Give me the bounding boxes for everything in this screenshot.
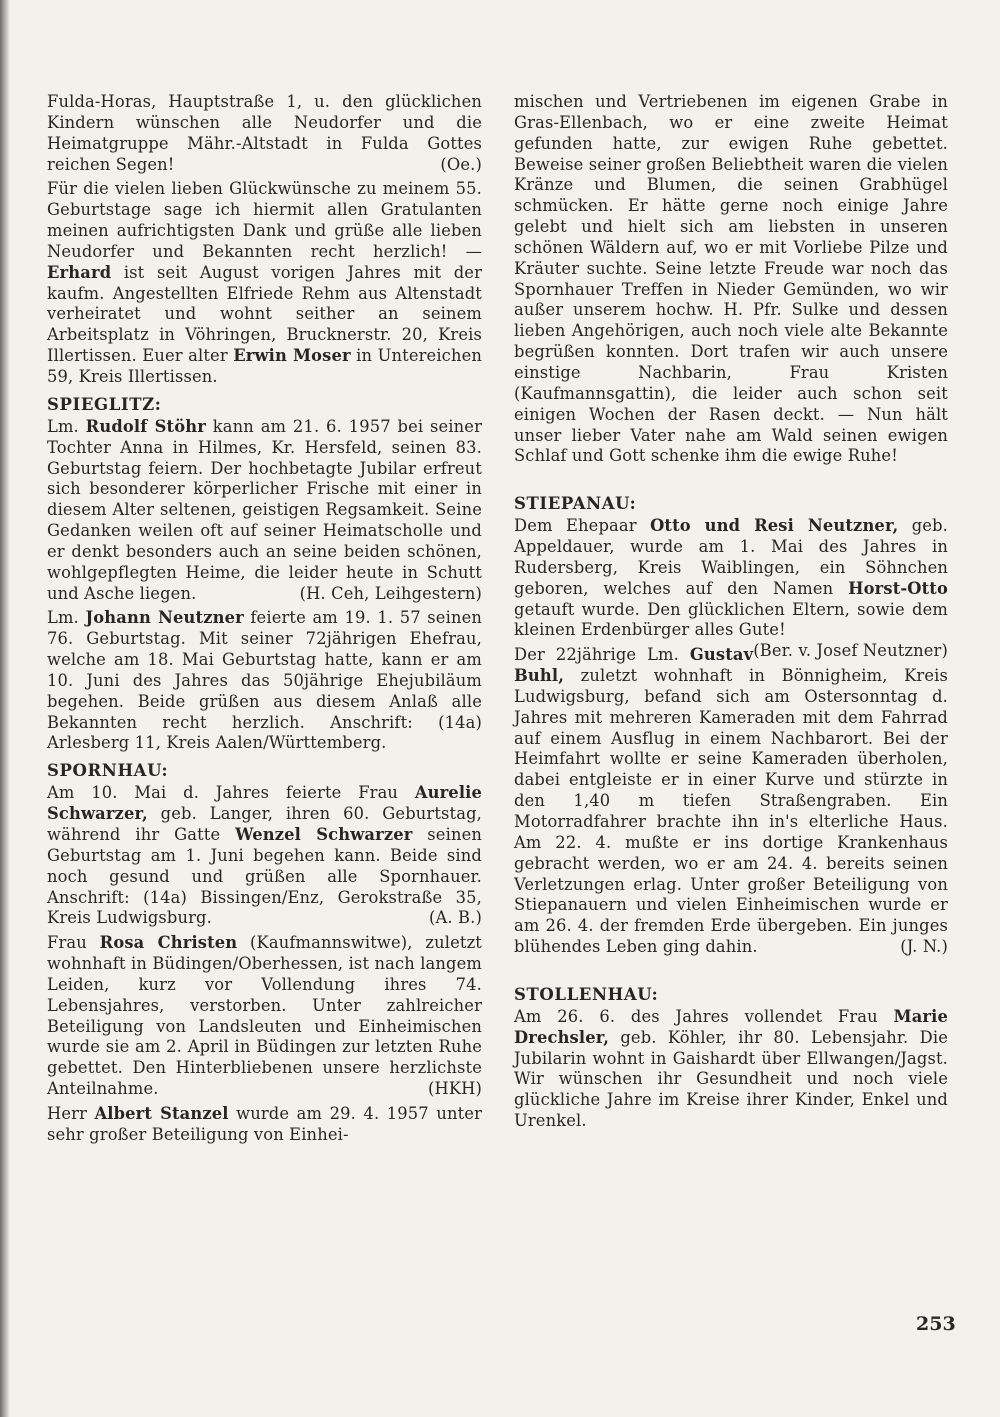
- person-name: Aurelie Schwarzer,: [47, 783, 482, 824]
- section-heading-stollenhau: STOLLENHAU:: [514, 984, 659, 1004]
- paragraph: Für die vielen lieben Glückwünsche zu meinem 55. Geburtstage sage ich hiermit allen Gratulanten meinen aufrichtigsten Dank und grüße alle lieben Neudorfer und Bekannten recht herzlich! — Erhard ist seit August vorigen Jahres mit der kaufm. Angestellten Elfriede Rehm aus Altenstadt verheiratet und wohnt seither an seinem Arbeitsplatz in Vöhringen, Brucknerstr. 20, Kreis Illertissen. Euer alter Erwin Moser in Untereichen 59, Kreis Illertissen.: [47, 179, 483, 386]
- signature: (Oe.): [440, 154, 482, 174]
- person-name: Rudolf Stöhr: [85, 416, 206, 436]
- left-column: [47, 92, 482, 1150]
- page-number: 253: [916, 1313, 956, 1335]
- section-heading-spornhau: SPORNHAU:: [47, 761, 169, 781]
- right-column: [514, 92, 948, 1136]
- person-name: Johann Neutzner: [85, 608, 244, 628]
- paragraph: Dem Ehepaar Otto und Resi Neutzner, geb. Appeldauer, wurde am 1. Mai des Jahres in Rudersberg, Kreis Waiblingen, ein Söhnchen geboren, welches auf den Namen Horst-Otto getauft wurde. Den glücklichen Eltern, sowie dem kleinen Erdenbürger alles Gute! (Ber. v. Josef Neutzner): [514, 516, 948, 661]
- person-name: Marie Drechsler,: [514, 1006, 948, 1047]
- person-name: Otto und Resi Neutzner,: [650, 516, 899, 536]
- person-name: Horst-Otto: [848, 578, 948, 598]
- signature: (HKH): [427, 1079, 482, 1099]
- paragraph: mischen und Vertriebenen im eigenen Grabe in Gras-Ellenbach, wo er eine zweite Heimat gefunden hatte, zur ewigen Ruhe gebettet. Beweise seiner großen Beliebtheit waren die vielen Kränze und Blumen, die seinen Grabhügel schmücken. Er hätte gerne noch einige Jahre gelebt und hielt sich am liebsten in unseren schönen Wäldern auf, wo er mit Vorliebe Pilze und Kräuter suchte. Seine letzte Freude war noch das Spornhauer Treffen in Nieder Gemünden, wo wir außer unserem hochw. H. Pfr. Sulke und dessen lieben Angehörigen, auch noch viele alte Bekannte begrüßen konnten. Dort trafen wir auch unsere einstige Nachbarin, Frau Kristen (Kaufmannsgattin), die leider auch schon seit einigen Wochen der Rasen deckt. — Nun hält unser lieber Vater nahe am Wald seinen ewigen Schlaf und Gott schenke ihm die ewige Ruhe!: [514, 92, 948, 466]
- paragraph: Herr Albert Stanzel wurde am 29. 4. 1957 unter sehr großer Beteiligung von Einhei-: [47, 1103, 482, 1144]
- signature: (Ber. v. Josef Neutzner): [753, 641, 948, 661]
- signature: (H. Ceh, Leihgestern): [299, 583, 482, 603]
- paragraph: Frau Rosa Christen (Kaufmannswitwe), zuletzt wohnhaft in Büdingen/Oberhessen, ist nach langem Leiden, kurz vor Vollendung ihres 74. Lebensjahres, verstorben. Unter zahlreicher Beteiligung von Landsleuten und Einheimischen wurde sie am 2. April in Büdingen zur letzten Ruhe gebettet. Den Hinterbliebenen unsere herzlichste Anteilnahme. (HKH): [47, 933, 482, 1099]
- paragraph: Lm. Johann Neutzner feierte am 19. 1. 57 seinen 76. Geburtstag. Mit seiner 72jährigen Ehefrau, welche am 18. Mai Geburtstag hatte, kann er am 10. Juni des Jahres das 50jährige Ehejubiläum begehen. Beide grüßen aus diesem Anlaß alle Bekannten recht herzlich. Anschrift: (14a) Arlesberg 11, Kreis Aalen/Württemberg.: [47, 608, 482, 753]
- paragraph: Am 10. Mai d. Jahres feierte Frau Aurelie Schwarzer, geb. Langer, ihren 60. Geburtstag, während ihr Gatte Wenzel Schwarzer seinen Geburtstag am 1. Juni begehen kann. Beide sind noch gesund und grüßen alle Spornhauer. Anschrift: (14a) Bissingen/Enz, Gerokstraße 35, Kreis Ludwigsburg. (A. B.): [47, 783, 483, 928]
- person-name: Rosa Christen: [99, 933, 238, 953]
- signature: (J. N.): [900, 937, 948, 957]
- paragraph: Fulda-Horas, Hauptstraße 1, u. den glücklichen Kindern wünschen alle Neudorfer und die Heimatgruppe Mähr.-Altstadt in Fulda Gottes reichen Segen! (Oe.): [47, 92, 482, 174]
- paragraph: Lm. Rudolf Stöhr kann am 21. 6. 1957 bei seiner Tochter Anna in Hilmes, Kr. Hersfeld, seinen 83. Geburtstag feiern. Der hochbetagte Jubilar erfreut sich besonderer körperlicher Frische mit einer in diesem Alter seltenen, geistigen Regsamkeit. Seine Gedanken weilen oft auf seiner Heimatscholle und er denkt besonders auch an seine beiden schönen, wohlgepflegten Heime, die leider heute in Schutt und Asche liegen. (H. Ceh, Leihgestern): [47, 416, 483, 603]
- page-binding-shadow: [0, 0, 10, 1417]
- person-name: Erhard: [47, 262, 112, 282]
- paragraph: Der 22jährige Lm. Gustav Buhl, zuletzt wohnhaft in Bönnigheim, Kreis Ludwigsburg, befand sich am Ostersonntag d. Jahres mit mehreren Kameraden mit dem Fahrrad auf einem Ausflug in einem Nachbarort. Bei der Heimfahrt wollte er seine Kameraden überholen, dabei entgleiste er in einer Kurve und stürzte in den 1,40 m tiefen Straßengraben. Ein Motorradfahrer brachte ihn in's elterliche Haus. Am 22. 4. mußte er ins dortige Krankenhaus gebracht werden, wo er am 24. 4. bereits seinen Verletzungen erlag. Unter großer Beteiligung von Stiepanauern und vielen Einheimischen wurde er am 26. 4. der fremden Erde übergeben. Ein junges blühendes Leben ging dahin. (J. N.): [514, 645, 948, 957]
- section-heading-spieglitz: SPIEGLITZ:: [47, 394, 162, 414]
- person-name: Albert Stanzel: [94, 1103, 229, 1123]
- person-name: Wenzel Schwarzer: [235, 825, 413, 844]
- paragraph: Am 26. 6. des Jahres vollendet Frau Marie Drechsler, geb. Köhler, ihr 80. Lebensjahr. Die Jubilarin wohnt in Gaishardt über Ellwangen/Jagst. Wir wünschen ihr Gesundheit und noch viele glückliche Jahre im Kreise ihrer Kinder, Enkel und Urenkel.: [514, 1006, 948, 1131]
- person-name: Gustav Buhl,: [514, 645, 754, 686]
- signature: (A. B.): [428, 908, 482, 928]
- section-heading-stiepanau: STIEPANAU:: [514, 494, 637, 514]
- person-name: Erwin Moser: [233, 346, 351, 366]
